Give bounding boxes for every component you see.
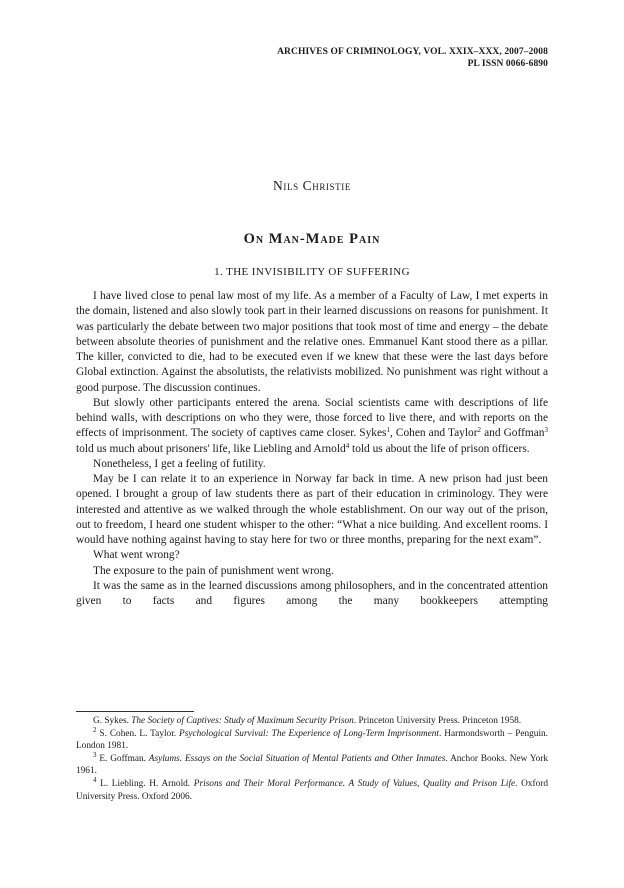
running-header [277,46,548,70]
footnote-ref[interactable]: 2 [477,426,482,435]
journal-name: ARCHIVES OF CRIMINOLOGY, VOL. XXIX–XXX, 2007–2008 [277,47,548,57]
paragraph: It was the same as in the learned discussions among philosophers, and in the concentrated attention given to facts and figures among the many bookkeepers attempting [76,579,548,607]
paragraph: May be I can relate it to an experience in Norway far back in time. A new prison had just been opened. I brought a group of law students there as part of their education in criminology. They were interested and attentive as we walked through the whole establishment. On our way out of the prison, out to freedom, I heard one student whisper to the other: “What a nice building. And excellent rooms. I would have nothing against having to stay here for two or three months, preparing for the next exam”. [76,473,548,546]
article-title: On Man-Made Pain [243,231,381,247]
footnote-ref[interactable]: 1 [386,426,390,435]
author-name: Nils Christie [273,178,351,193]
footnote: $^2$ S. Cohen. L. Taylor. Psychological Survival: The Experience of Long-Term Imprisonment. Harmondsworth – Penguin. London 1981. [76,725,549,752]
footnote: $^3$ E. Goffman. Asylums. Essays on the Social Situation of Mental Patients and Other Inmates. Anchor Books. New York 1961. [76,750,548,777]
paragraph: The exposure to the pain of punishment went wrong. [93,564,334,577]
paragraph: I have lived close to penal law most of my life. As a member of a Faculty of Law, I met experts in the domain, listened and also slowly took part in their learned discussions on reasons for punishment. It was particularly the debate between two major positions that took most of time and energy – the debate between absolute theories of punishment and the relative ones. Emmanuel Kant stood there as a pillar. The killer, convicted to die, had to be executed even if we knew that these were the last days before Global extinction. Against the absolutists, the relativists mobilized. No punishment was right without a good purpose. The discussion continues. [76,290,548,394]
footnote-ref[interactable]: 3 [544,426,548,435]
section-heading: 1. THE INVISIBILITY OF SUFFERING [214,266,410,278]
paragraph: Nonetheless, I get a feeling of futility. [93,457,266,470]
footnotes [76,715,548,803]
footnote: G. Sykes. The Society of Captives: Study of Maximum Security Prison. Princeton University Press. Princeton 1958. [93,716,522,726]
paragraph: But slowly other participants entered the arena. Social scientists came with descriptions of life behind walls, with descriptions on who they were, those forced to live there, and with reports on the effects of imprisonment. The society of captives came closer. Sykes$^1$, Cohen and Taylor$^2$ and Goffman$^3$ told us much about prisoners' life, like Liebling and Arnold$^4$ told us about the life of prison officers. [76,396,548,455]
issn: PL ISSN 0066-6890 [467,59,548,69]
footnote: $^4$ L. Liebling. H. Arnold. Prisons and Their Moral Performance. A Study of Values, Quality and Prison Life. Oxford University Press. Oxford 2006. [76,775,549,802]
footnote-ref[interactable]: 4 [345,441,350,450]
footnote-divider [76,711,194,712]
article-body [76,289,548,609]
paragraph: What went wrong? [93,549,180,562]
